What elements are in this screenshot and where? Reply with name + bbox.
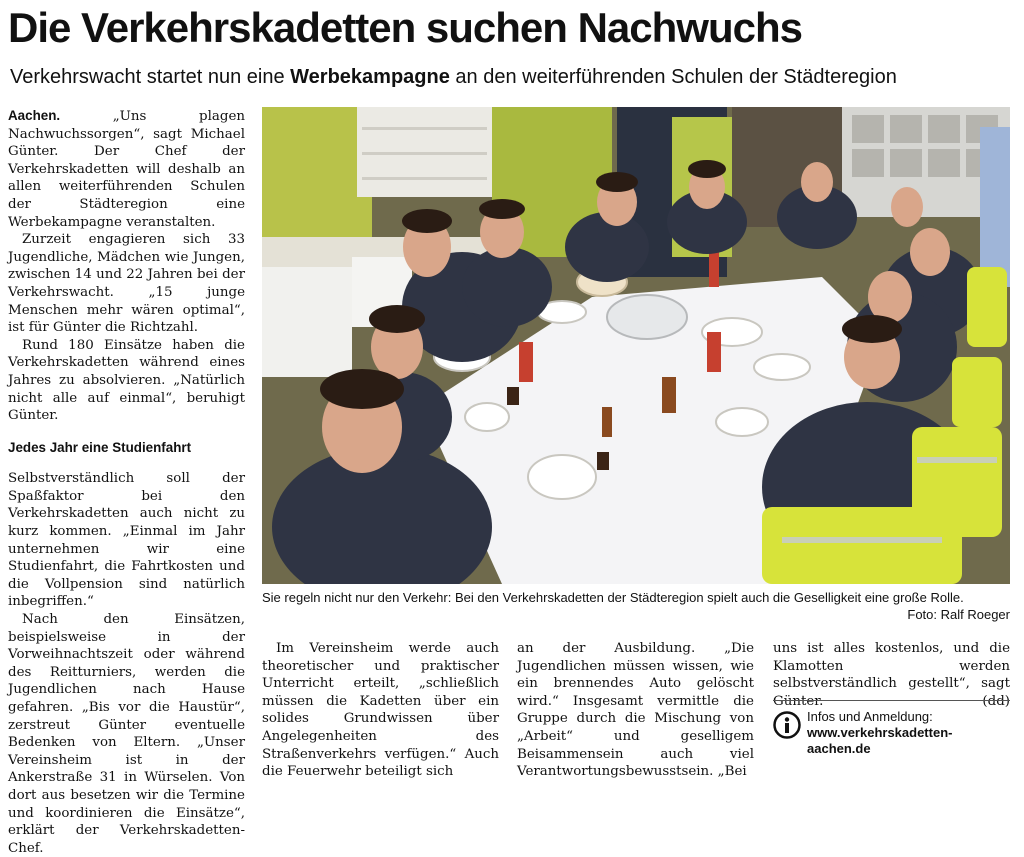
paragraph-text: uns ist alles kostenlos, und die Klamotten werden selbstverständlich gestellt“, sagt Günter. <box>773 641 1010 709</box>
subheadline <box>10 60 1020 94</box>
photo-caption <box>262 589 1010 623</box>
subhead-post: an den weiterführenden Schulen der Städteregion <box>449 66 897 88</box>
headline: Die Verkehrskadetten suchen Nachwuchs <box>8 4 802 51</box>
info-label: Infos und Anmeldung: <box>807 709 933 724</box>
info-icon <box>773 711 801 739</box>
photo-illustration <box>262 107 1010 584</box>
crosshead: Jedes Jahr eine Studienfahrt <box>8 439 192 455</box>
author-tag: (dd) <box>982 693 1010 709</box>
subhead-bold: Werbekampagne <box>290 66 450 88</box>
paragraph: Rund 180 Einsätze haben die Verkehrskadetten während eines Jahres zu absolvieren. „Natürlich nicht alle auf einmal“, beruhigt Günter. <box>8 337 245 424</box>
paragraph: Selbstverständlich soll der Spaßfaktor bei den Verkehrskadetten auch nicht zu kurz kommen. „Einmal im Jahr unternehmen wir eine Studienfahrt, die Fahrtkosten und die Vollpension sind natürlich inbegriffen.“ <box>8 471 245 610</box>
info-box <box>773 700 1010 757</box>
subhead-pre: Verkehrswacht startet nun eine <box>10 66 291 88</box>
caption-text: Sie regeln nicht nur den Verkehr: Bei den Verkehrskadetten der Städteregion spielt auch die Geselligkeit eine große Rolle. <box>262 590 964 605</box>
article-column-3 <box>517 640 754 781</box>
dateline: Aachen. <box>8 108 61 123</box>
paragraph: Nach den Einsätzen, beispielsweise in der Vorweihnachtszeit oder während des Reitturniers, werden die Jugendlichen nach Hause gefahren. „Bis vor die Haustür“, zerstreut Günter eventuelle Bedenken von Eltern. „Unser Vereinsheim ist in der Ankerstraße 31 in Würselen. Von dort aus besetzen wir die Termine und koordinieren die Einsätze“, erklärt der Verkehrskadetten-Chef. <box>8 612 245 856</box>
info-url[interactable] <box>807 725 1010 757</box>
article-column-2 <box>262 640 499 781</box>
paragraph-text: „Uns plagen Nachwuchssorgen“, sagt Michael Günter. Der Chef der Verkehrskadetten will deshalb an allen weiterführenden Schulen der Städteregion eine Werbekampagne veranstalten. <box>8 109 245 230</box>
paragraph <box>8 107 245 231</box>
article-column-1 <box>8 107 245 857</box>
group-photo <box>262 107 1010 584</box>
paragraph: an der Ausbildung. „Die Jugendlichen müssen wissen, wie ein brennendes Auto gelöscht wird.“ Insgesamt vermittle die Gruppe durch die Mischung von „Arbeit“ und geselligem Beisammensein auch viel Verantwortungsbewusstsein. „Bei <box>517 641 754 780</box>
photo-credit: Foto: Ralf Roeger <box>907 607 1010 622</box>
paragraph: Zurzeit engagieren sich 33 Jugendliche, Mädchen wie Jungen, zwischen 14 und 22 Jahren bei der Verkehrswacht. „15 junge Menschen mehr wären optimal“, ist für Günter die Richtzahl. <box>8 232 245 336</box>
info-url-line2: aachen.de <box>807 741 871 756</box>
paragraph: Im Vereinsheim werde auch theoretischer und praktischer Unterricht erteilt, „schließlich müssen die Kadetten über ein solides Grundwissen über Angelegenheiten des Straßenverkehrs verfügen.“ Auch die Feuerwehr beteiligt sich <box>262 641 499 780</box>
info-url-line1: www.verkehrskadetten- <box>807 725 953 740</box>
